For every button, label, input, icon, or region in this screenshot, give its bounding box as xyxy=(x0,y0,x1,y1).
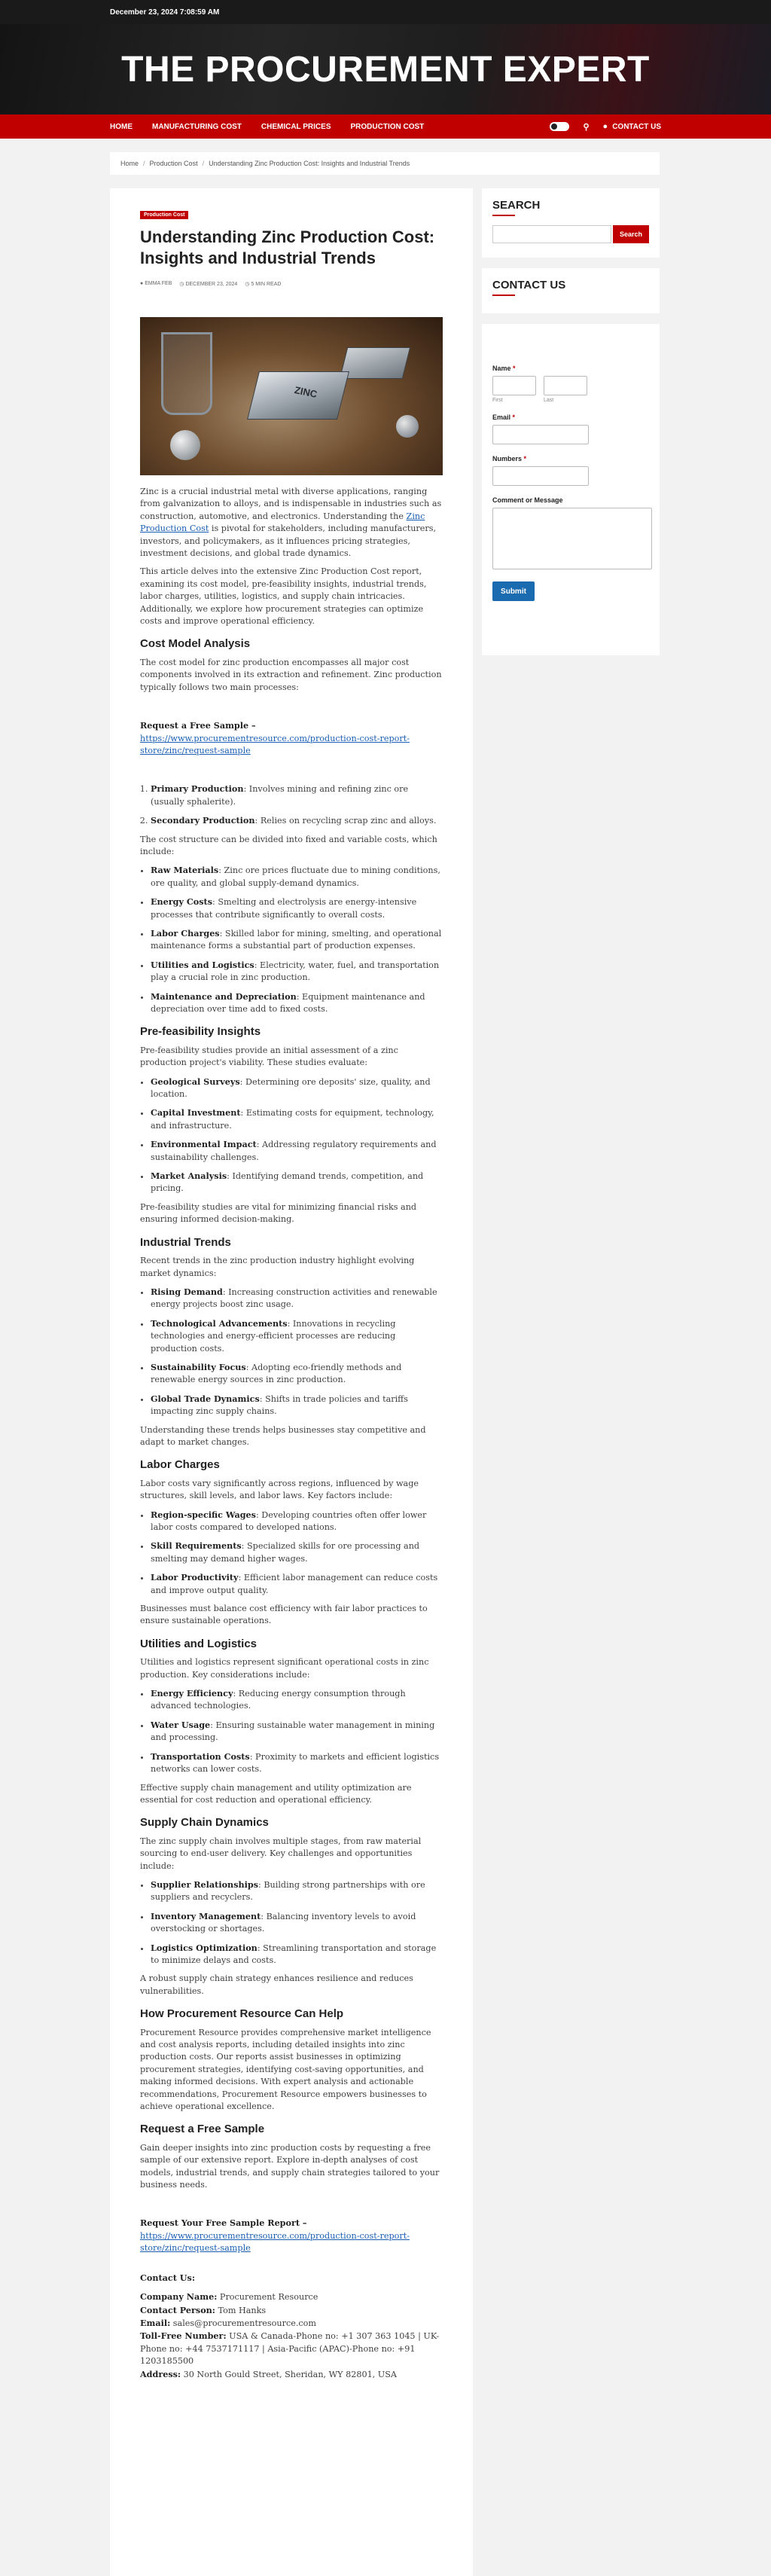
contact-widget-header xyxy=(482,268,660,313)
cost-model-text: The cost model for zinc production encompasses all major cost components involved in its extraction and refinement. Zinc production typically follows two main processes: xyxy=(140,657,442,692)
comment-textarea[interactable] xyxy=(492,508,652,569)
zinc-ingot-shape xyxy=(340,347,410,379)
last-name-sublabel: Last xyxy=(544,398,554,403)
search-input[interactable] xyxy=(492,225,611,243)
article-body xyxy=(140,486,443,2381)
contact-widget-title: CONTACT US xyxy=(492,279,566,291)
prefeasibility-closing: Pre-feasibility studies are vital for minimizing financial risks and ensuring informed decision-making. xyxy=(140,1201,417,1225)
search-form xyxy=(492,225,649,243)
help-text: Procurement Resource provides comprehensive market intelligence and cost analysis reports, including detailed insights into zinc production costs. Our reports assist businesses in optimizing procurement strategies, identifying cost-saving opportunities, and making informed decisions. With expert analysis and actionable recommendations, Procurement Resource empowers businesses to achieve operational excellence. xyxy=(140,2027,431,2112)
article-meta xyxy=(140,281,443,287)
list-item: • Labor Productivity: Efficient labor management can reduce costs and improve output quality. xyxy=(151,1571,443,1597)
prefeasibility-list xyxy=(140,1076,443,1195)
author-name[interactable]: ● EMMA FEB xyxy=(140,281,172,286)
nav-contact-link[interactable] xyxy=(603,122,661,131)
user-icon: ● xyxy=(602,122,608,131)
cost-component-list xyxy=(140,864,443,1015)
labor-closing: Businesses must balance cost efficiency with fair labor practices to ensure sustainable operations. xyxy=(140,1604,428,1626)
list-item: • Skill Requirements: Specialized skills for ore processing and smelting may demand higher wages. xyxy=(151,1540,443,1565)
help-heading: How Procurement Resource Can Help xyxy=(140,2007,344,2021)
supply-chain-heading: Supply Chain Dynamics xyxy=(140,1816,269,1830)
prefeasibility-text: Pre-feasibility studies provide an initial assessment of a zinc production project's viability. These studies evaluate: xyxy=(140,1045,398,1068)
list-item: • Energy Costs: Smelting and electrolysis are energy-intensive processes that contribute significantly to overall costs. xyxy=(151,896,443,921)
metal-sphere-shape xyxy=(170,430,200,460)
first-name-group xyxy=(492,372,536,403)
search-widget-title: SEARCH xyxy=(492,199,541,212)
email-label: Email * xyxy=(492,414,516,421)
submit-button[interactable]: Submit xyxy=(492,581,535,601)
article-card xyxy=(110,188,473,2576)
labor-list xyxy=(140,1509,443,1597)
list-item: • Market Analysis: Identifying demand trends, competition, and pricing. xyxy=(151,1170,443,1195)
comment-label: Comment or Message xyxy=(492,496,563,504)
list-item: • Global Trade Dynamics: Shifts in trade policies and tariffs impacting zinc supply chains. xyxy=(151,1393,443,1418)
nav-contact-label: CONTACT US xyxy=(612,122,661,131)
list-item: • Labor Charges: Skilled labor for mining, smelting, and operational maintenance forms a substantial part of production expenses. xyxy=(151,927,443,953)
beaker-shape xyxy=(161,332,212,415)
list-item: • Energy Efficiency: Reducing energy consumption through advanced technologies. xyxy=(151,1687,443,1713)
nav-item-home[interactable]: HOME xyxy=(110,122,133,131)
request-sample-text: Gain deeper insights into zinc production costs by requesting a free sample of our extensive report. Explore in-depth analyses of cost models, industrial trends, and supply chain strategies tailored to your business needs. xyxy=(140,2142,440,2190)
utilities-text: Utilities and logistics represent significant operational costs in zinc production. Key considerations include: xyxy=(140,1657,429,1680)
first-name-input[interactable] xyxy=(492,376,536,395)
read-time: ◷ 5 MIN READ xyxy=(245,282,282,287)
nav-actions xyxy=(550,122,661,132)
first-name-sublabel: First xyxy=(492,398,503,403)
process-list xyxy=(140,783,443,827)
main-nav xyxy=(0,114,771,139)
breadcrumb-separator: / xyxy=(143,160,145,167)
name-row xyxy=(492,372,649,403)
post-date: ◷ DECEMBER 23, 2024 xyxy=(179,282,238,287)
prefeasibility-heading: Pre-feasibility Insights xyxy=(140,1025,261,1039)
request-sample-report: Request Your Free Sample Report – https://www.procurementresource.com/production-cost-report-store/zinc/request-sample xyxy=(140,2217,410,2254)
list-item: • Environmental Impact: Addressing regulatory requirements and sustainability challenges. xyxy=(151,1138,443,1164)
hero-image xyxy=(140,317,443,475)
zinc-production-cost-link[interactable]: Zinc Production Cost xyxy=(140,511,425,534)
search-widget xyxy=(482,188,660,258)
labor-text: Labor costs vary significantly across regions, influenced by wage structures, skill levels, and labor laws. Key factors include: xyxy=(140,1478,419,1501)
nav-item-production-cost[interactable]: PRODUCTION COST xyxy=(350,122,425,131)
site-banner xyxy=(0,24,771,114)
labor-heading: Labor Charges xyxy=(140,1458,220,1472)
site-title[interactable]: THE PROCUREMENT EXPERT xyxy=(121,49,650,90)
contact-form xyxy=(482,324,660,655)
list-item: 2. Secondary Production: Relies on recycling scrap zinc and alloys. xyxy=(151,814,443,827)
category-badge[interactable]: Production Cost xyxy=(140,211,188,219)
last-name-input[interactable] xyxy=(544,376,587,395)
intro-paragraph-2: This article delves into the extensive Zinc Production Cost report, examining its cost model, pre-feasibility insights, industrial trends, labor charges, utilities, logistics, and supply chain intricacies. Additionally, we explore how procurement strategies can optimize costs and improve operational efficiency. xyxy=(140,566,427,627)
name-label: Name * xyxy=(492,365,516,372)
article-title: Understanding Zinc Production Cost: Insights and Industrial Trends xyxy=(140,227,435,267)
trends-closing: Understanding these trends helps businesses stay competitive and adapt to market changes. xyxy=(140,1424,426,1447)
title-underline xyxy=(492,295,515,296)
ingot-label: ZINC xyxy=(293,384,318,400)
metal-sphere-shape xyxy=(396,415,419,438)
supply-chain-list xyxy=(140,1879,443,1967)
list-item: • Supplier Relationships: Building strong partnerships with ore suppliers and recyclers. xyxy=(151,1879,443,1904)
last-name-group xyxy=(544,372,587,403)
numbers-input[interactable] xyxy=(492,466,589,486)
search-button[interactable]: Search xyxy=(613,225,649,243)
utilities-list xyxy=(140,1687,443,1775)
utilities-closing: Effective supply chain management and utility optimization are essential for cost reduction and operational efficiency. xyxy=(140,1782,412,1805)
sample-request-link[interactable]: https://www.procurementresource.com/production-cost-report-store/zinc/request-sample xyxy=(140,733,410,755)
list-item: • Utilities and Logistics: Electricity, water, fuel, and transportation play a crucial role in zinc production. xyxy=(151,959,443,984)
trends-list xyxy=(140,1286,443,1418)
breadcrumb-category[interactable]: Production Cost xyxy=(149,160,198,167)
nav-item-chemical-prices[interactable]: CHEMICAL PRICES xyxy=(261,122,331,131)
top-bar xyxy=(0,0,771,24)
list-item: 1. Primary Production: Involves mining and refining zinc ore (usually sphalerite). xyxy=(151,783,443,808)
nav-item-manufacturing-cost[interactable]: MANUFACTURING COST xyxy=(152,122,242,131)
sample-request: Request a Free Sample – https://www.procurementresource.com/production-cost-report-store/zinc/request-sample xyxy=(140,720,410,755)
numbers-label: Numbers * xyxy=(492,455,527,462)
breadcrumb-home[interactable]: Home xyxy=(120,160,139,167)
trends-text: Recent trends in the zinc production industry highlight evolving market dynamics: xyxy=(140,1256,415,1278)
contact-heading: Contact Us: xyxy=(140,2272,195,2283)
title-underline xyxy=(492,215,515,216)
current-date: December 23, 2024 7:08:59 AM xyxy=(110,8,220,17)
list-item: • Logistics Optimization: Streamlining transportation and storage to minimize delays and costs. xyxy=(151,1942,443,1967)
list-item: • Region-specific Wages: Developing countries often offer lower labor costs compared to developed nations. xyxy=(151,1509,443,1534)
breadcrumb xyxy=(110,152,660,175)
list-item: • Rising Demand: Increasing construction activities and renewable energy projects boost zinc usage. xyxy=(151,1286,443,1311)
trends-heading: Industrial Trends xyxy=(140,1235,231,1249)
breadcrumb-separator: / xyxy=(202,160,205,167)
intro-paragraph: Zinc is a crucial industrial metal with diverse applications, ranging from galvanization to alloys, and is indispensable in industries such as construction, automotive, and electronics. Understanding the Zinc Production Cost is pivotal for stakeholders, including manufacturers, investors, and policymakers, as it influences pricing strategies, investment decisions, and global trade dynamics. xyxy=(140,487,442,559)
list-item: • Sustainability Focus: Adopting eco-friendly methods and renewable energy sources in zinc production. xyxy=(151,1361,443,1387)
list-item: • Water Usage: Ensuring sustainable water management in mining and processing. xyxy=(151,1719,443,1744)
cost-model-heading: Cost Model Analysis xyxy=(140,637,251,651)
list-item: • Capital Investment: Estimating costs for equipment, technology, and infrastructure. xyxy=(151,1106,443,1132)
supply-chain-closing: A robust supply chain strategy enhances resilience and reduces vulnerabilities. xyxy=(140,1973,413,1996)
supply-chain-text: The zinc supply chain involves multiple stages, from raw material sourcing to end-user delivery. Key challenges and opportunities include: xyxy=(140,1836,422,1871)
list-item: • Transportation Costs: Proximity to markets and efficient logistics networks can lower costs. xyxy=(151,1750,443,1776)
breadcrumb-current: Understanding Zinc Production Cost: Insights and Industrial Trends xyxy=(209,160,410,167)
list-item: • Geological Surveys: Determining ore deposits' size, quality, and location. xyxy=(151,1076,443,1101)
search-icon[interactable]: ⚲ xyxy=(583,122,590,132)
request-sample-link[interactable]: https://www.procurementresource.com/production-cost-report-store/zinc/request-sample xyxy=(140,2230,410,2254)
cost-structure-text: The cost structure can be divided into fixed and variable costs, which include: xyxy=(140,834,437,856)
email-input[interactable] xyxy=(492,425,589,444)
list-item: • Raw Materials: Zinc ore prices fluctuate due to mining conditions, ore quality, and global supply-demand dynamics. xyxy=(151,864,443,890)
utilities-heading: Utilities and Logistics xyxy=(140,1637,258,1650)
list-item: • Technological Advancements: Innovations in recycling technologies and energy-efficient processes are reducing production costs. xyxy=(151,1317,443,1355)
request-sample-heading: Request a Free Sample xyxy=(140,2123,265,2136)
theme-toggle-icon[interactable] xyxy=(550,122,569,131)
contact-details: Company Name: Procurement Resource Contact Person: Tom Hanks Email: sales@procurementresource.com Toll-Free Number: USA & Canada-Phone no: +1 307 363 1045 | UK-Phone no: +44 7537171117 | Asia-Pacific (APAC)-Phone no: +91 1203185500 Address: 30 North Gould Street, Sheridan, WY 82801, USA xyxy=(140,2291,440,2379)
list-item: • Maintenance and Depreciation: Equipment maintenance and depreciation over time add to fixed costs. xyxy=(151,990,443,1016)
list-item: • Inventory Management: Balancing inventory levels to avoid overstocking or shortages. xyxy=(151,1910,443,1936)
